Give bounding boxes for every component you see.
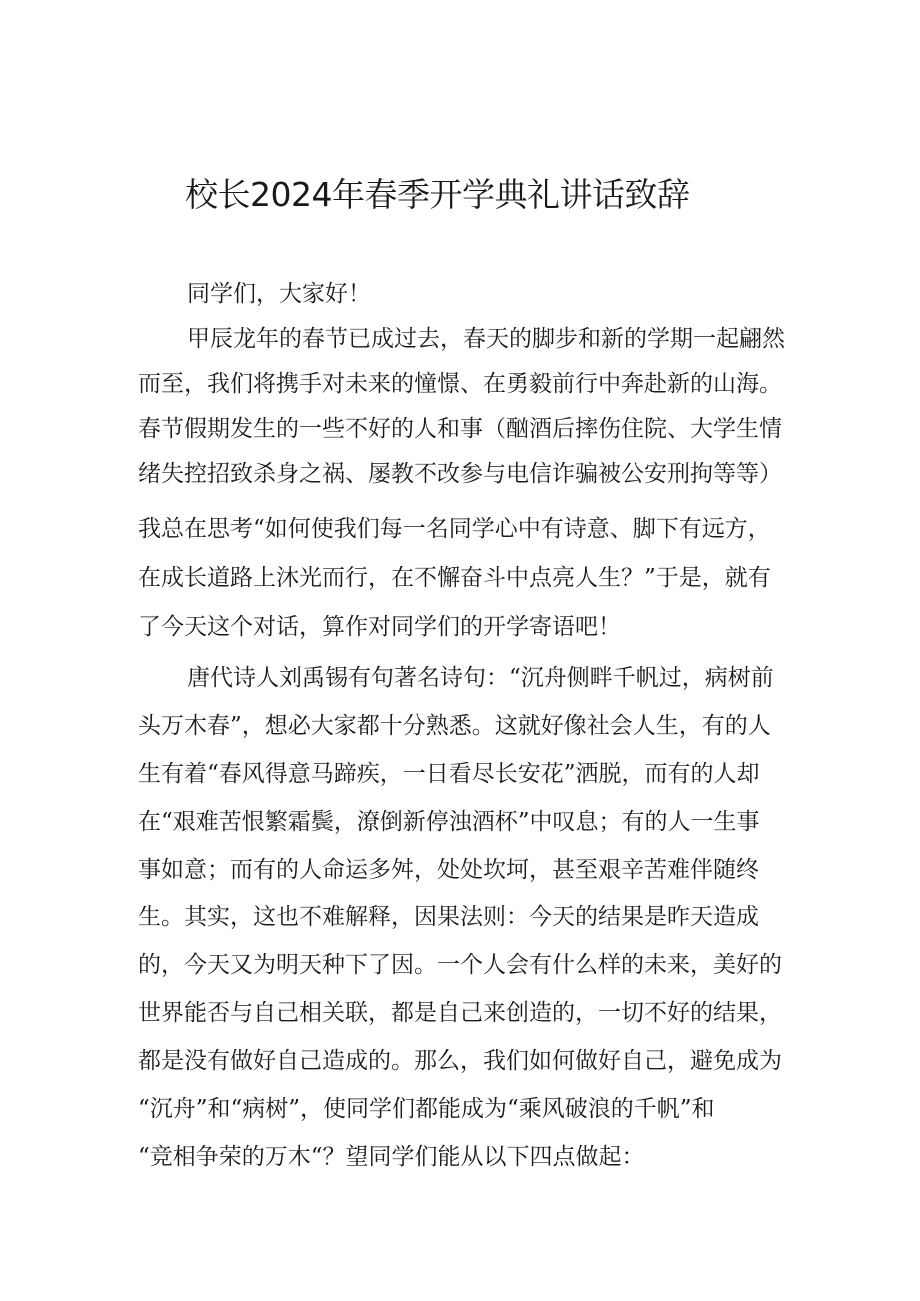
- paragraph-1-line-6: 在成长道路上沐光而行，在不懈奋斗中点亮人生？”于是，就有: [138, 565, 771, 591]
- paragraph-2-line-1: 唐代诗人刘禹锡有句著名诗句：“沉舟侧畔千帆过，病树前: [187, 665, 774, 691]
- paragraph-1-line-4: 绪失控招致杀身之祸、屡教不改参与电信诈骗被公安刑拘等等）: [138, 461, 782, 487]
- paragraph-2-line-7: 的，今天又为明天种下了因。一个人会有什么样的未来，美好的: [138, 952, 782, 978]
- paragraph-2-line-2: 头万木春”，想必大家都十分熟悉。这就好像社会人生，有的人: [138, 713, 771, 739]
- paragraph-1-line-5: 我总在思考“如何使我们每一名同学心中有诗意、脚下有远方，: [138, 516, 771, 542]
- paragraph-2-line-5: 事如意；而有的人命运多舛，处处坎坷，甚至艰辛苦难伴随终: [138, 857, 759, 883]
- paragraph-1-line-1: 甲辰龙年的春节已成过去，春天的脚步和新的学期一起翩然: [187, 326, 785, 352]
- paragraph-1-line-2: 而至，我们将携手对未来的憧憬、在勇毅前行中奔赴新的山海。: [138, 371, 782, 397]
- paragraph-1-line-3: 春节假期发生的一些不好的人和事（酗酒后摔伤住院、大学生情: [138, 416, 782, 442]
- paragraph-2-line-10: “沉舟”和“病树”，使同学们都能成为“乘风破浪的千帆”和: [138, 1096, 715, 1122]
- paragraph-2-line-9: 都是没有做好自己造成的。那么，我们如何做好自己，避免成为: [138, 1048, 782, 1074]
- paragraph-2-line-6: 生。其实，这也不难解释，因果法则：今天的结果是昨天造成: [138, 904, 759, 930]
- greeting-line: 同学们，大家好！: [187, 281, 371, 307]
- document-title: 校长2024年春季开学典礼讲话致辞: [185, 175, 690, 214]
- paragraph-2-line-4: 在“艰难苦恨繁霜鬓，潦倒新停浊酒杯”中叹息；有的人一生事: [138, 809, 760, 835]
- paragraph-2-line-8: 世界能否与自己相关联，都是自己来创造的，一切不好的结果，: [138, 1000, 782, 1026]
- paragraph-1-line-7: 了今天这个对话，算作对同学们的开学寄语吧！: [138, 614, 621, 640]
- paragraph-2-line-11: “竞相争荣的万木“？望同学们能从以下四点做起：: [138, 1144, 645, 1170]
- paragraph-2-line-3: 生有着“春风得意马蹄疾，一日看尽长安花”洒脱，而有的人却: [138, 761, 760, 787]
